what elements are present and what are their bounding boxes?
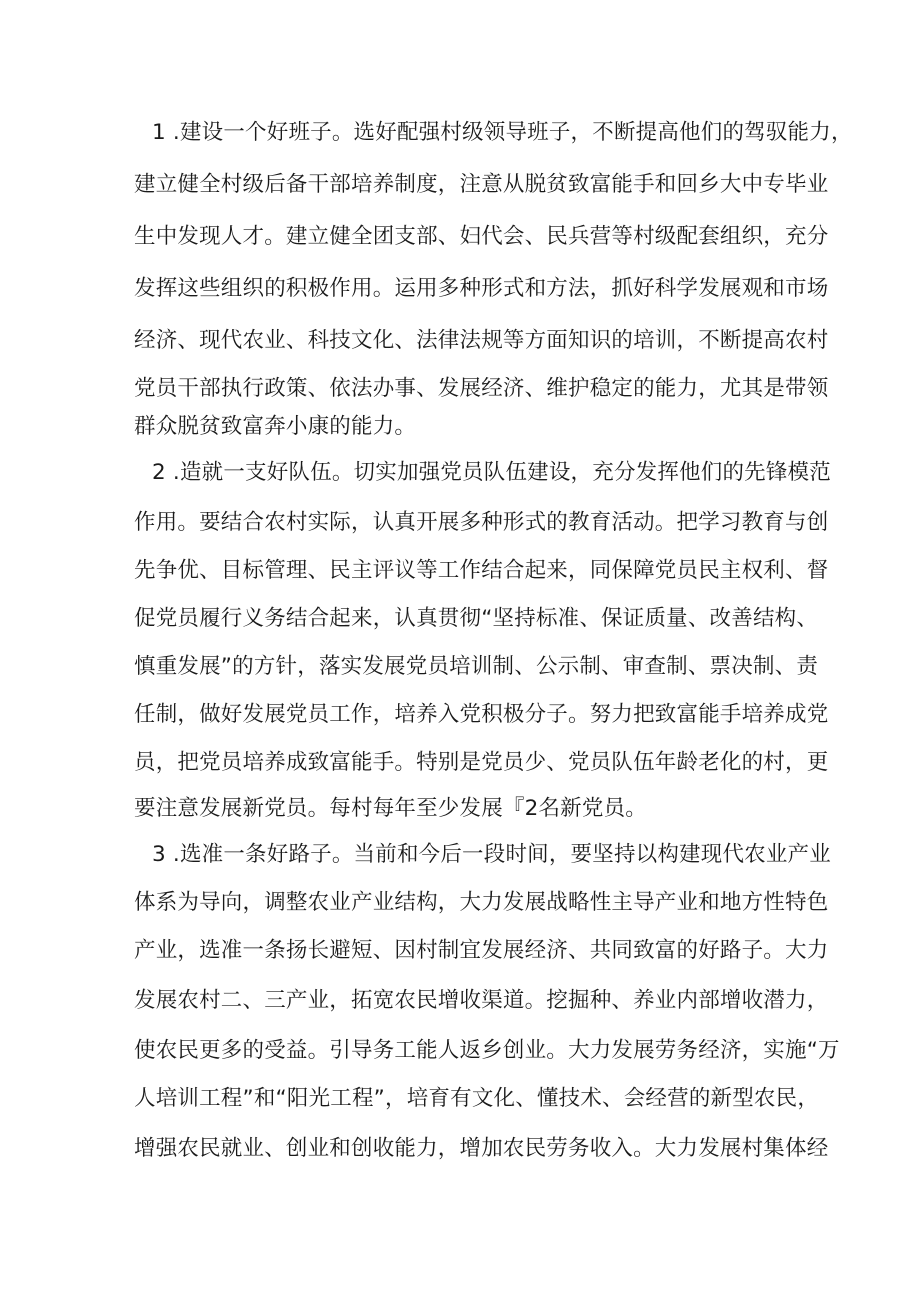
text-line: 1 .建设一个好班子。选好配强村级领导班子，不断提高他们的驾驭能力， <box>152 120 853 145</box>
text-line: 群众脱贫致富奔小康的能力。 <box>134 414 417 439</box>
text-line: 使农民更多的受益。引导务工能人返乡创业。大力发展劳务经济，实施“万 <box>134 1038 840 1063</box>
text-line: 员，把党员培养成致富能手。特别是党员少、党员队伍年龄老化的村，更 <box>134 750 829 775</box>
text-line: 经济、现代农业、科技文化、法律法规等方面知识的培训，不断提高农村 <box>134 328 829 353</box>
text-line: 发展农村二、三产业，拓宽农民增收渠道。挖掘种、养业内部增收潜力， <box>134 988 829 1013</box>
text-line: 党员干部执行政策、依法办事、发展经济、维护稳定的能力，尤其是带领 <box>134 376 829 401</box>
text-line: 增强农民就业、创业和创收能力，增加农民劳务收入。大力发展村集体经 <box>134 1136 829 1161</box>
text-line: 先争优、目标管理、民主评议等工作结合起来，同保障党员民主权利、督 <box>134 558 829 583</box>
text-line: 作用。要结合农村实际，认真开展多种形式的教育活动。把学习教育与创 <box>134 510 829 535</box>
text-line: 2 .造就一支好队伍。切实加强党员队伍建设，充分发挥他们的先锋模范 <box>152 460 831 485</box>
text-line: 要注意发展新党员。每村每年至少发展『2名新党员。 <box>134 796 647 821</box>
text-line: 任制，做好发展党员工作，培养入党积极分子。努力把致富能手培养成党 <box>134 702 829 727</box>
text-line: 生中发现人才。建立健全团支部、妇代会、民兵营等村级配套组织，充分 <box>134 224 829 249</box>
text-line: 人培训工程”和“阳光工程”，培育有文化、懂技术、会经营的新型农民， <box>134 1086 820 1111</box>
text-line: 3 .选准一条好路子。当前和今后一段时间，要坚持以构建现代农业产业 <box>152 842 831 867</box>
text-line: 体系为导向，调整农业产业结构，大力发展战略性主导产业和地方性特色 <box>134 890 829 915</box>
text-line: 促党员履行义务结合起来，认真贯彻“坚持标准、保证质量、改善结构、 <box>134 606 819 631</box>
text-line: 发挥这些组织的积极作用。运用多种形式和方法，抓好科学发展观和市场 <box>134 276 829 301</box>
text-line: 建立健全村级后备干部培养制度，注意从脱贫致富能手和回乡大中专毕业 <box>134 172 829 197</box>
text-line: 慎重发展”的方针，落实发展党员培训制、公示制、审查制、票决制、责 <box>134 654 819 679</box>
text-line: 产业，选准一条扬长避短、因村制宜发展经济、共同致富的好路子。大力 <box>134 938 829 963</box>
